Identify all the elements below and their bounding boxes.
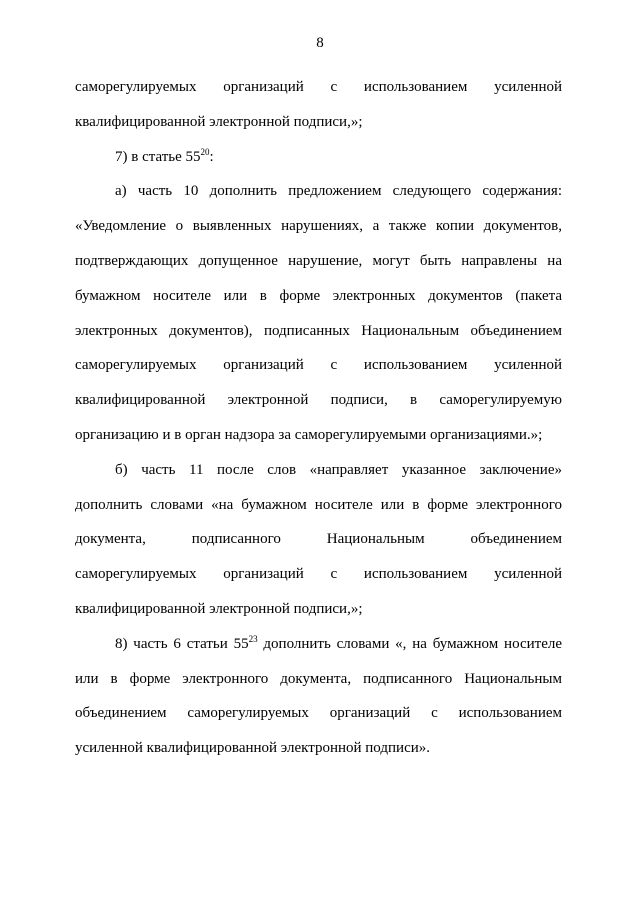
text-line: объединением саморегулируемых организаций с использованием	[75, 705, 562, 722]
superscript: 20	[200, 146, 210, 157]
text-fragment: дополнить словами «, на бумажном носителе	[257, 635, 562, 652]
superscript: 23	[248, 633, 258, 644]
text-line: бумажном носителе или в форме электронных документов (пакета	[75, 287, 562, 304]
text-line: подтверждающих допущенное нарушение, могут быть направлены на	[75, 252, 562, 269]
text-line: «Уведомление о выявленных нарушениях, а также копии документов,	[75, 218, 562, 235]
text-line: квалифицированной электронной подписи,»;	[75, 600, 363, 617]
text-fragment: :	[209, 148, 214, 165]
text-line: а) часть 10 дополнить предложением следующего содержания:	[115, 183, 562, 200]
text-line: б) часть 11 после слов «направляет указанное заключение»	[115, 461, 562, 478]
text-fragment: 7) в статье 55	[115, 148, 201, 165]
text-line: или в форме электронного документа, подписанного Национальным	[75, 670, 562, 687]
text-line: организацию и в орган надзора за саморегулируемыми организациями.»;	[75, 426, 543, 443]
text-line: саморегулируемых организаций с использованием усиленной	[75, 566, 562, 583]
text-line: саморегулируемых организаций с использованием усиленной	[75, 79, 562, 95]
document-body	[75, 70, 562, 766]
text-line: квалифицированной электронной подписи,»;	[75, 113, 363, 130]
text-line: усиленной квалифицированной электронной подписи».	[75, 740, 430, 757]
text-line: саморегулируемых организаций с использованием усиленной	[75, 357, 562, 374]
page-number: 8	[316, 35, 324, 51]
text-fragment: 8) часть 6 статьи 55	[115, 635, 249, 652]
text-line: электронных документов), подписанных Национальным объединением	[75, 322, 562, 339]
text-line: дополнить словами «на бумажном носителе или в форме электронного	[75, 496, 562, 513]
item-7-heading	[75, 140, 562, 175]
text-line: квалифицированной электронной подписи, в саморегулируемую	[75, 392, 562, 409]
item-8-heading	[75, 627, 562, 662]
text-line: документа, подписанного Национальным объединением	[75, 531, 562, 548]
